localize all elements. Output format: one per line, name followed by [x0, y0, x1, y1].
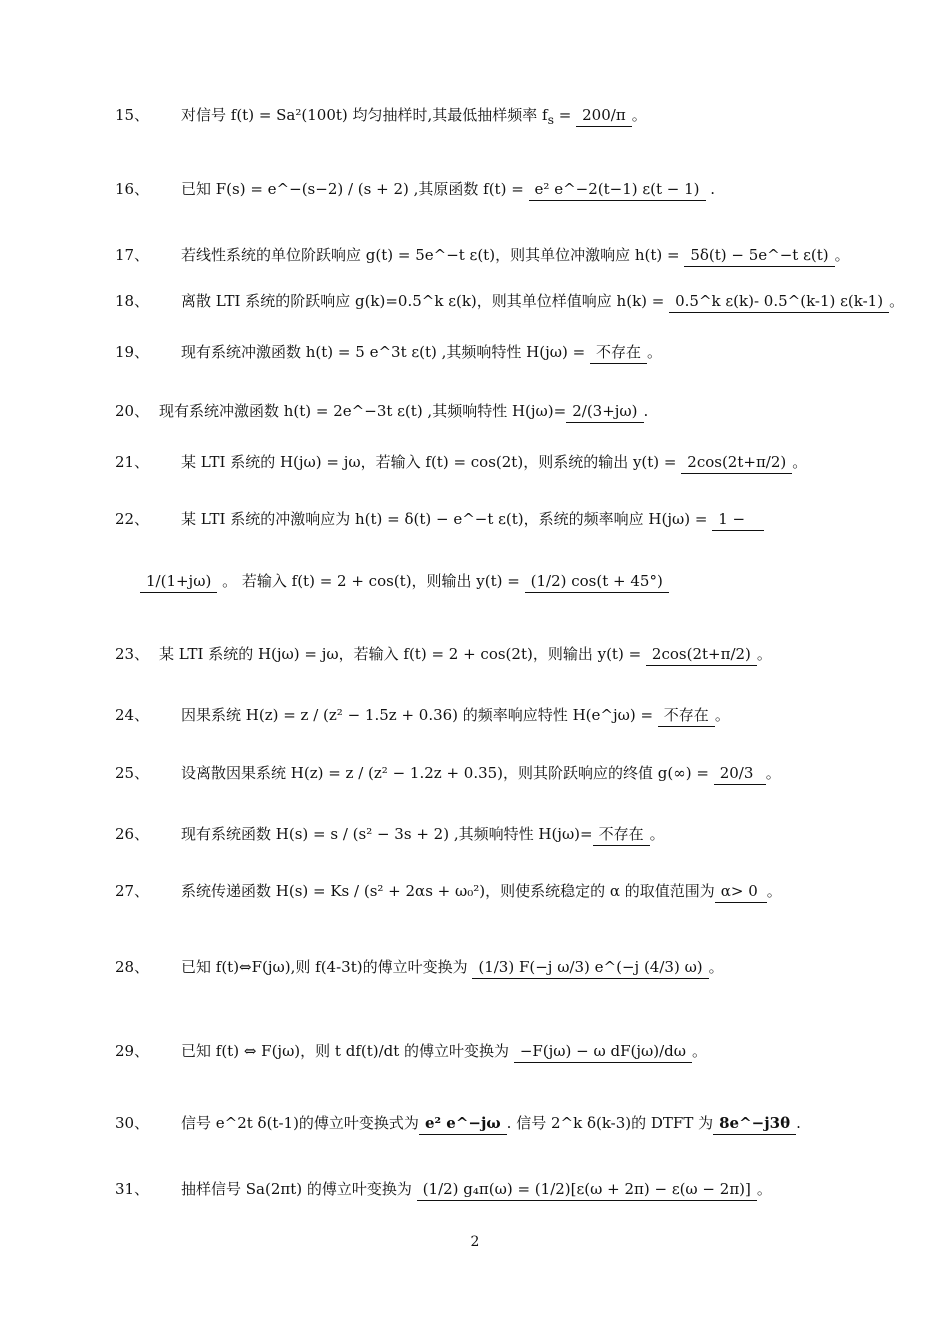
- question-number: 31、: [115, 1180, 150, 1198]
- answer: −F(jω) − ω dF(jω)/dω: [514, 1040, 692, 1063]
- question-text: 现有系统冲激函数 h(t) = 5 e^3t ε(t) ,其频响特性 H(jω) = 不存在 。: [181, 341, 662, 364]
- question-number: 28、: [115, 958, 150, 976]
- question-text: 现有系统冲激函数 h(t) = 2e^−3t ε(t) ,其频响特性 H(jω)= 2/(3+jω) .: [159, 400, 648, 423]
- answer: 20/3: [714, 762, 766, 785]
- question-number: 25、: [115, 764, 150, 782]
- page-number: 2: [470, 1234, 480, 1250]
- answer: 不存在: [593, 823, 650, 846]
- question-text: 离散 LTI 系统的阶跃响应 g(k)=0.5^k ε(k)，则其单位样值响应 h(k) = 0.5^k ε(k)- 0.5^(k-1) ε(k-1) 。: [181, 290, 904, 313]
- question-number: 21、: [115, 453, 150, 471]
- question-text: 对信号 f(t) = Sa²(100t) 均匀抽样时,其最低抽样频率 $f_s = 200/\pi$ 。: [181, 106, 647, 127]
- answer: α> 0: [715, 880, 767, 903]
- question-text: 若线性系统的单位阶跃响应 g(t) = 5e^−t ε(t)，则其单位冲激响应 h(t) = 5δ(t) − 5e^−t ε(t) 。: [181, 244, 850, 267]
- question-number: 15、: [115, 106, 150, 124]
- answer: 2cos(2t+π/2): [681, 451, 792, 474]
- answer: 200/π: [576, 104, 632, 127]
- question-number: 26、: [115, 825, 150, 843]
- question-text: 某 LTI 系统的冲激响应为 h(t) = δ(t) − e^−t ε(t)，系统的频率响应 H(jω) = 1 −: [181, 508, 764, 531]
- question-text: 抽样信号 Sa(2πt) 的傅立叶变换为 (1/2) g₄π(ω) = (1/2)[ε(ω + 2π) − ε(ω − 2π)] 。: [181, 1178, 772, 1201]
- question-text: 已知 F(s) = e^−(s−2) / (s + 2) ,其原函数 f(t) = e² e^−2(t−1) ε(t − 1) .: [181, 178, 715, 201]
- question-text: 某 LTI 系统的 H(jω) = jω，若输入 f(t) = 2 + cos(2t)，则输出 y(t) = 2cos(2t+π/2) 。: [159, 643, 772, 666]
- question-text: 系统传递函数 H(s) = Ks / (s² + 2αs + ω₀²)，则使系统稳定的 α 的取值范围为 α> 0 。: [181, 880, 782, 903]
- answer: (1/3) F(−j ω/3) e^(−j (4/3) ω): [472, 956, 708, 979]
- question-number: 24、: [115, 706, 150, 724]
- question-22-continuation: 1/(1+jω) 。 若输入 f(t) = 2 + cos(t)，则输出 y(t) = (1/2) cos(t + 45°): [140, 570, 669, 593]
- question-text: 已知 f(t) ⇔ F(jω)，则 t df(t)/dt 的傅立叶变换为 −F(jω) − ω dF(jω)/dω 。: [181, 1040, 707, 1063]
- question-text: 设离散因果系统 H(z) = z / (z² − 1.2z + 0.35)，则其阶跃响应的终值 g(∞) = 20/3 。: [181, 762, 781, 785]
- question-text: 现有系统函数 H(s) = s / (s² − 3s + 2) ,其频响特性 H(jω)= 不存在 。: [181, 823, 665, 846]
- question-number: 30、: [115, 1114, 150, 1132]
- question-number: 27、: [115, 882, 150, 900]
- question-text: 因果系统 H(z) = z / (z² − 1.5z + 0.36) 的频率响应特性 H(e^jω) = 不存在 。: [181, 704, 730, 727]
- answer: (1/2) cos(t + 45°): [525, 570, 669, 593]
- answer: e² e^−jω: [419, 1112, 507, 1135]
- answer: 2cos(2t+π/2): [646, 643, 757, 666]
- question-number: 22、: [115, 510, 150, 528]
- question-number: 18、: [115, 292, 150, 310]
- answer: 1/(1+jω): [140, 570, 217, 593]
- question-number: 29、: [115, 1042, 150, 1060]
- question-text: 某 LTI 系统的 H(jω) = jω，若输入 f(t) = cos(2t)，则系统的输出 y(t) = 2cos(2t+π/2) 。: [181, 451, 807, 474]
- answer: 2/(3+jω): [566, 400, 643, 423]
- answer: 不存在: [590, 341, 647, 364]
- question-number: 16、: [115, 180, 150, 198]
- answer: (1/2) g₄π(ω) = (1/2)[ε(ω + 2π) − ε(ω − 2π)]: [417, 1178, 757, 1201]
- answer: 8e^−j3θ: [713, 1112, 796, 1135]
- question-number: 19、: [115, 343, 150, 361]
- question-number: 17、: [115, 246, 150, 264]
- answer: 0.5^k ε(k)- 0.5^(k-1) ε(k-1): [669, 290, 889, 313]
- question-text: 信号 e^2t δ(t-1)的傅立叶变换式为 e² e^−jω . 信号 2^k δ(k-3)的 DTFT 为 8e^−j3θ .: [181, 1112, 801, 1135]
- answer: 不存在: [658, 704, 715, 727]
- question-text: 已知 f(t)⇔F(jω),则 f(4-3t)的傅立叶变换为 (1/3) F(−j ω/3) e^(−j (4/3) ω) 。: [181, 956, 724, 979]
- answer: 5δ(t) − 5e^−t ε(t): [684, 244, 834, 267]
- question-number: 23、: [115, 645, 150, 663]
- question-number: 20、: [115, 402, 150, 420]
- answer: 1 −: [712, 508, 764, 531]
- answer: e² e^−2(t−1) ε(t − 1): [529, 178, 706, 201]
